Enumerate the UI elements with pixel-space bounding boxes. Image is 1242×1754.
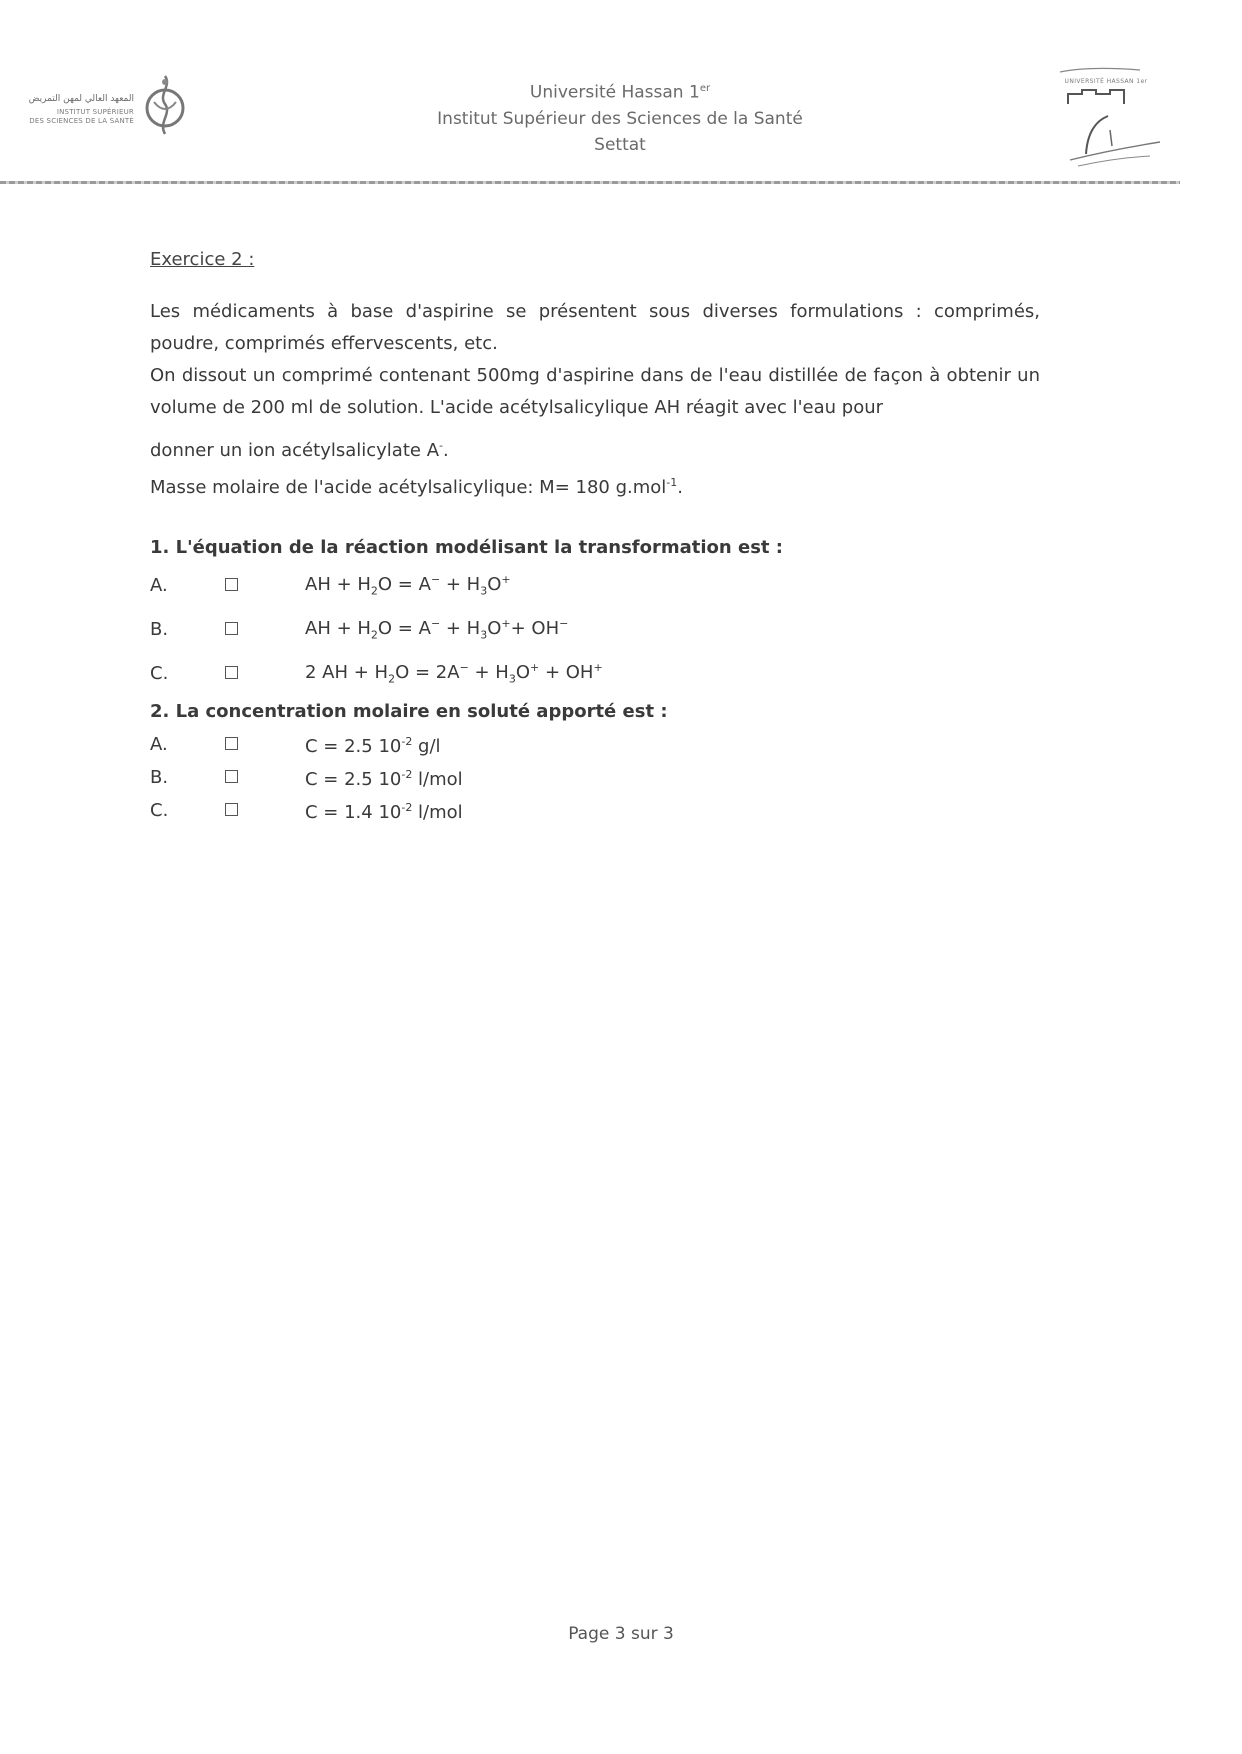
option-value: C = 1.4 $10^{-2}$ l/mol: [305, 801, 463, 823]
institute-name: Institut Supérieur des Sciences de la Santé: [437, 108, 803, 129]
option-value: C = 2.5 $10^{-2}$ l/mol: [305, 768, 463, 790]
option-letter: B.: [150, 619, 169, 640]
question-1-options: [150, 564, 1040, 696]
option-letter: C.: [150, 799, 169, 821]
question-1-option-b: [150, 608, 1040, 652]
answer-checkbox[interactable]: [225, 729, 305, 761]
exercise-intro-1: Les médicaments à base d'aspirine se présentent sous diverses formulations : comprimés, poudre, comprimés effervescents, etc.: [150, 301, 1040, 354]
header-divider: [0, 181, 1180, 184]
exercise-title: Exercice 2 :: [150, 249, 255, 270]
university-emblem-icon: [1030, 64, 1180, 174]
answer-checkbox[interactable]: [225, 795, 305, 827]
answer-checkbox[interactable]: [225, 570, 305, 602]
question-2-title: 2. La concentration molaire en soluté apporté est :: [150, 701, 668, 722]
option-letter: B.: [150, 766, 169, 788]
question-2-option-a: [150, 728, 1040, 761]
institute-emblem-icon: [142, 72, 188, 138]
logo-latin-text: [14, 108, 134, 126]
option-letter: A.: [150, 733, 168, 755]
logo-arabic-text: المعهد العالي لمهن التمريض: [28, 94, 134, 104]
question-1-option-a: [150, 564, 1040, 608]
question-1-title: 1. L'équation de la réaction modélisant la transformation est :: [150, 537, 783, 558]
logo-latin-line-1: INSTITUT SUPÉRIEUR: [56, 108, 134, 116]
exercise-intro-2: On dissout un comprimé contenant 500mg d'aspirine dans de l'eau distillée de façon à obtenir un volume de 200 ml de solution. L'acide acétylsalicylique AH réagit avec l'eau pour: [150, 365, 1040, 418]
option-letter: C.: [150, 663, 169, 684]
university-logo: [1030, 64, 1180, 174]
university-logo-tag: UNIVERSITÉ HASSAN 1er: [1064, 78, 1148, 85]
institute-logo: [14, 70, 194, 150]
page-number: Page 3 sur 3: [568, 1624, 674, 1644]
exercise-body: [150, 244, 1040, 827]
molar-mass-line: Masse molaire de l'acide acétylsalicylique: M= 180 g.mol$^{-1}$.: [150, 476, 683, 498]
option-equation: 2 AH + $H_2O = 2A^- + H_3O^+ + OH^+$: [305, 661, 603, 686]
answer-checkbox[interactable]: [225, 762, 305, 794]
option-letter: A.: [150, 575, 168, 596]
document-header: [360, 76, 880, 158]
answer-checkbox[interactable]: [225, 614, 305, 646]
question-2-option-b: [150, 761, 1040, 794]
option-value: C = 2.5 $10^{-2}$ g/l: [305, 735, 441, 757]
exercise-intro-3: donner un ion acétylsalicylate A-.: [150, 439, 449, 461]
city-name: Settat: [594, 134, 646, 155]
question-1-option-c: [150, 652, 1040, 696]
university-name: Université Hassan 1er: [529, 82, 711, 103]
question-2-options: [150, 728, 1040, 827]
option-equation: AH + $H_2O = A^- + H_3O^++ OH^-$: [305, 617, 569, 642]
answer-checkbox[interactable]: [225, 658, 305, 690]
option-equation: AH + $H_2O = A^- + H_3O^+$: [305, 573, 511, 598]
question-2-option-c: [150, 794, 1040, 827]
logo-latin-line-2: DES SCIENCES DE LA SANTÉ: [29, 117, 134, 125]
